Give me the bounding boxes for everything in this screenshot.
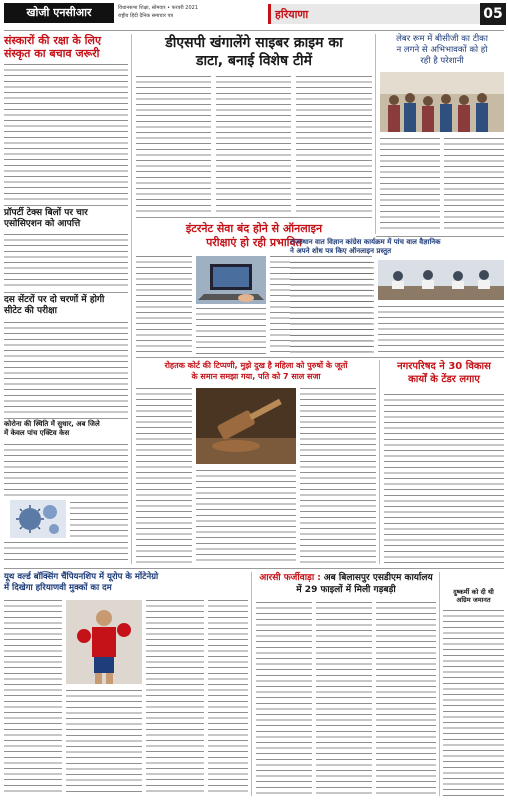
headline: संस्कारों की रक्षा के लिए xyxy=(4,34,102,47)
story-ctet xyxy=(4,295,128,317)
divider xyxy=(4,418,128,419)
story-body xyxy=(256,600,312,796)
story-bail xyxy=(443,588,504,604)
headline: राजस्थान वात विज्ञान कांग्रेस कार्यक्रम में पांच वाल वैज्ञानिक xyxy=(290,238,441,246)
story-sanskrit xyxy=(4,34,128,60)
headline: प्रॉपर्टी टेक्स बिलों पर चार xyxy=(4,208,88,218)
story-body xyxy=(376,600,436,796)
headline: रोहतक कोर्ट की टिप्पणी, मुझे दुख है महिला को पुरुषों के जूतों xyxy=(164,361,348,370)
headline-line2: कार्यों के टेंडर लगाए xyxy=(408,374,480,385)
story-body xyxy=(196,306,266,354)
boxer-photo xyxy=(66,600,142,684)
headline: लेबर रूम में बीसीजी का टीका xyxy=(396,34,488,44)
divider xyxy=(376,236,504,237)
story-body xyxy=(146,598,204,796)
story-rc-fraud xyxy=(256,572,436,596)
story-body xyxy=(4,442,128,500)
laptop-photo xyxy=(196,256,266,304)
divider xyxy=(4,568,504,569)
masthead xyxy=(0,0,508,30)
story-nagarparishad xyxy=(384,360,504,386)
section-title: हरियाणा xyxy=(275,8,309,21)
headline: दस सेंटरों पर दो चरणों में होगी xyxy=(4,295,105,305)
story-body xyxy=(443,608,504,796)
story-body xyxy=(4,232,128,290)
story-body xyxy=(444,136,504,232)
story-body xyxy=(290,260,374,354)
dateline-tagline: राष्ट्रीय हिंदी दैनिक समाचार पत्र xyxy=(118,13,174,19)
headline-line2: में 29 फाइलों में मिली गड़बड़ी xyxy=(296,585,396,595)
story-corona xyxy=(4,420,128,438)
story-body xyxy=(196,468,296,564)
column-rule xyxy=(131,34,132,564)
headline-line2: ने अपने शोध पत्र किए ऑनलाइन प्रस्तुत xyxy=(290,247,392,255)
story-body xyxy=(378,304,504,354)
story-body xyxy=(300,386,376,564)
headline-line3: रही है परेशानी xyxy=(420,56,464,66)
divider xyxy=(136,217,372,218)
story-body xyxy=(296,74,372,214)
story-body xyxy=(4,62,128,202)
story-body xyxy=(66,688,142,796)
headline-line2: संस्कृत का बचाव जरूरी xyxy=(4,47,100,60)
story-body xyxy=(216,74,291,214)
headline: दुष्कर्मी को दी थी xyxy=(453,588,494,596)
headline-line2: के समान समझा गया, पति को 7 साल सजा xyxy=(191,372,321,381)
story-body xyxy=(70,500,128,538)
divider xyxy=(4,205,128,206)
hammer-icon xyxy=(196,388,296,464)
headline-prefix: आरसी फर्जीवाड़ा : xyxy=(259,573,321,583)
story-body xyxy=(4,598,62,796)
story-body xyxy=(380,136,440,232)
headline-line2: में दिखेगा हरियाणवी मुक्कों का दम xyxy=(4,583,112,593)
headline-line2: में केवल पांच एक्टिव केस xyxy=(4,429,70,437)
headline-line2: न लगने से अभिभावकों को हो xyxy=(396,45,488,55)
story-rohtak xyxy=(136,360,376,382)
page-number: 05 xyxy=(480,3,506,25)
crowd-photo xyxy=(380,72,504,132)
headline-line2: अग्रिम जमानत xyxy=(456,596,491,604)
dateline xyxy=(118,4,268,20)
story-body xyxy=(136,386,192,564)
story-body xyxy=(136,254,192,354)
column-rule xyxy=(379,360,380,564)
coronavirus-icon xyxy=(10,500,66,538)
story-boxing xyxy=(4,572,244,594)
headline-line2: एसोसिएशन को आपत्ति xyxy=(4,219,81,229)
headline: कोरोना की स्थिति में सुधार, अब जिले xyxy=(4,420,100,428)
story-cyber-crime xyxy=(136,34,372,70)
masthead-rule xyxy=(4,30,504,31)
story-body xyxy=(4,320,128,415)
story-body xyxy=(136,74,211,214)
dateline-date: विधानसभा शिक्षा, सोमवार • फरवरी 2021 xyxy=(118,5,199,11)
story-body xyxy=(208,598,248,796)
headline-line2: डाटा, बनाई विशेष टीमें xyxy=(195,53,313,69)
story-rajasthan xyxy=(290,238,504,256)
column-rule xyxy=(375,34,376,234)
column-rule xyxy=(251,572,252,796)
headline: यूथ वर्ल्ड बॉक्सिंग चैंपियनशिप में यूरोप के मोंटेनेग्रो xyxy=(4,572,159,582)
column-rule xyxy=(439,572,440,796)
headline: नगरपरिषद ने 30 विकास xyxy=(397,361,491,372)
headline: अब बिलासपुर एसडीएम कार्यालय xyxy=(323,573,433,583)
story-bcg xyxy=(380,34,504,67)
story-body xyxy=(4,540,128,564)
meeting-photo xyxy=(378,260,504,300)
headline: डीएसपी खंगालेंगे साइबर क्राइम का xyxy=(165,35,343,51)
headline-line2: सीटेट की परीक्षा xyxy=(4,306,57,316)
story-property-tax xyxy=(4,208,128,230)
divider xyxy=(136,357,504,358)
story-body xyxy=(316,600,372,796)
newspaper-logo: खोजी एनसीआर xyxy=(4,3,114,23)
headline-line2: परीक्षाएं हो रही प्रभावित xyxy=(206,236,302,249)
story-body xyxy=(384,392,504,564)
headline: इंटरनेट सेवा बंद होने से ऑनलाइन xyxy=(185,222,323,235)
divider xyxy=(4,292,128,293)
